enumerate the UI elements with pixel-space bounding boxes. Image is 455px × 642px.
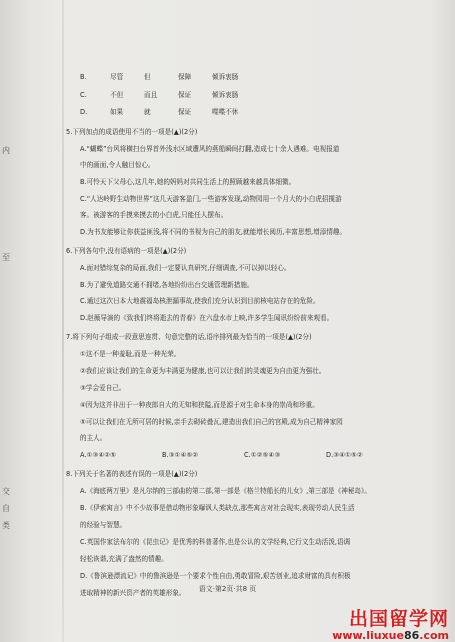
q7-choice-b: B.③①④⑤② xyxy=(162,451,199,459)
margin-char: 自 xyxy=(2,504,10,513)
q8-option-d: D.《鲁滨逊漂流记》中的鲁滨逊是一个要求个性自由,勇敢冒险,艰苦创业,追求财富的具有积极 xyxy=(80,572,351,580)
q4-option-b: B. 尽管 但 保障 倾诉衷肠 xyxy=(80,73,239,81)
q5-option-c-cont: 客。被游客的手摸来摸去的小白虎,只能任人摆布。 xyxy=(80,211,228,219)
page-fold-shadow xyxy=(62,0,64,642)
watermark-url: www.liuxue86.com xyxy=(332,629,449,642)
q7-choice-d: D.③④①⑤② xyxy=(326,451,363,459)
q8-option-d-cont: 进取精神的新兴资产者的英雄形象。 xyxy=(80,589,186,597)
q8-option-b: B.《伊索寓言》中不少故事是借动物形象曝讽人类缺点,那些寓言对社会现实,表现劳动人民生活 xyxy=(80,504,355,512)
q6-option-d: D.赵薇导演的《致我们终将逝去的青春》在六盘水市上映,许多学生闻讯纷纷前来观看。 xyxy=(80,314,334,322)
q5-stem: 5.下列加点的成语使用不当的一项是(▲)(2分) xyxy=(66,128,198,136)
q7-sentence-4: ④因为这并非出于一种夜郎自大的无知和狭隘,而是源于对生命本身的崇尚和珍重。 xyxy=(80,401,319,409)
margin-char: 类 xyxy=(2,521,10,530)
q8-option-c-cont: 轻松诙谐,充满了盎然的情趣。 xyxy=(80,555,168,563)
q7-sentence-5-cont: 的主人。 xyxy=(80,434,107,442)
q4-option-c: C. 不但 而且 保证 倾诉衷肠 xyxy=(80,91,239,99)
q4-option-d: D. 如果 就 保证 喋喋不休 xyxy=(80,108,239,116)
q7-sentence-5: ⑤可以让我们在无所可居的时候,亲手去砌砖叠瓦,建造出我们自己的宫殿,成为自己精神家园 xyxy=(80,418,343,426)
q7-sentence-3: ③学会爱自己。 xyxy=(80,384,126,392)
site-watermark xyxy=(332,604,449,642)
q5-option-a-cont: 中的画面,令人触目惊心。 xyxy=(80,161,155,169)
q7-sentence-2: ②我们应该让我们的生命更为丰满更为健康,也可以让我们的灵魂更为自由更为强壮。 xyxy=(80,367,326,375)
margin-char: 内 xyxy=(2,146,10,155)
q7-sentence-1: ①这不是一种羞耻,而是一种光荣。 xyxy=(80,350,181,358)
q8-option-b-cont: 的经验与智慧。 xyxy=(80,521,127,529)
q5-option-b: B.可怜天下父母心,这几年,她的妈妈对共同生活上的照顾越来越具体细微。 xyxy=(80,178,296,186)
page-footer: 语文·第2页·共8 页 xyxy=(198,585,257,593)
q6-option-a: A.面对错综复杂的局面,我们一定要认真研究,仔细调查,不可以掉以轻心。 xyxy=(80,264,291,272)
q8-option-a: A.《海底两万里》是凡尔纳的三部曲的第二部,第一部是《格兰特船长的儿女》,第三部是《神秘岛》。 xyxy=(80,487,371,495)
margin-char: 至 xyxy=(2,253,10,262)
q8-option-c: C.英国作家法布尔的《昆虫记》是优秀的科普著作,也是公认的文学经典,它行文生动活泼,语调 xyxy=(80,538,351,546)
watermark-title: 出国留学网 xyxy=(348,608,449,630)
q5-option-c: C.“人达岭野生动物世界”这几天游客盈门,一些游客发现,动物园用一个月大的小白虎招揽游 xyxy=(80,195,342,203)
q8-stem: 8.下列关于名著的表述有误的一项是(▲)(2分) xyxy=(66,470,198,478)
q6-option-c: C.通过这次日本大地震福岛核泄漏事故,使我们充分认识到目前核电站存在的危险。 xyxy=(80,297,320,305)
q6-option-b: B.为了避免道路交通不拥堵,各地纷纷出台交通管理新措施。 xyxy=(80,281,254,289)
q7-choice-c: C.①②⑤④③ xyxy=(244,451,281,459)
q5-option-d: D.为书友能够让你获益匪浅,将不同的书视为自己的朋友,就能增长阅历,丰富思想,增添情趣。 xyxy=(80,228,347,236)
q5-option-a: A.“蝴蝶”台风将横扫台界首外浅水区域遭风的燕船瞬间打翻,造成七十余人遇难。电视报道 xyxy=(80,145,340,153)
q7-stem: 7.将下列句子组成一段意思连贯、句意完整的话,语序排列最为恰当的一项是(▲)(2分) xyxy=(66,333,312,341)
q7-choice-a: A.①③④②⑤ xyxy=(80,451,117,459)
margin-char: 交 xyxy=(2,487,10,496)
q6-stem: 6.下列各句中,没有语病的一项是(▲)(2分) xyxy=(66,247,187,255)
q7-choices xyxy=(80,452,408,459)
